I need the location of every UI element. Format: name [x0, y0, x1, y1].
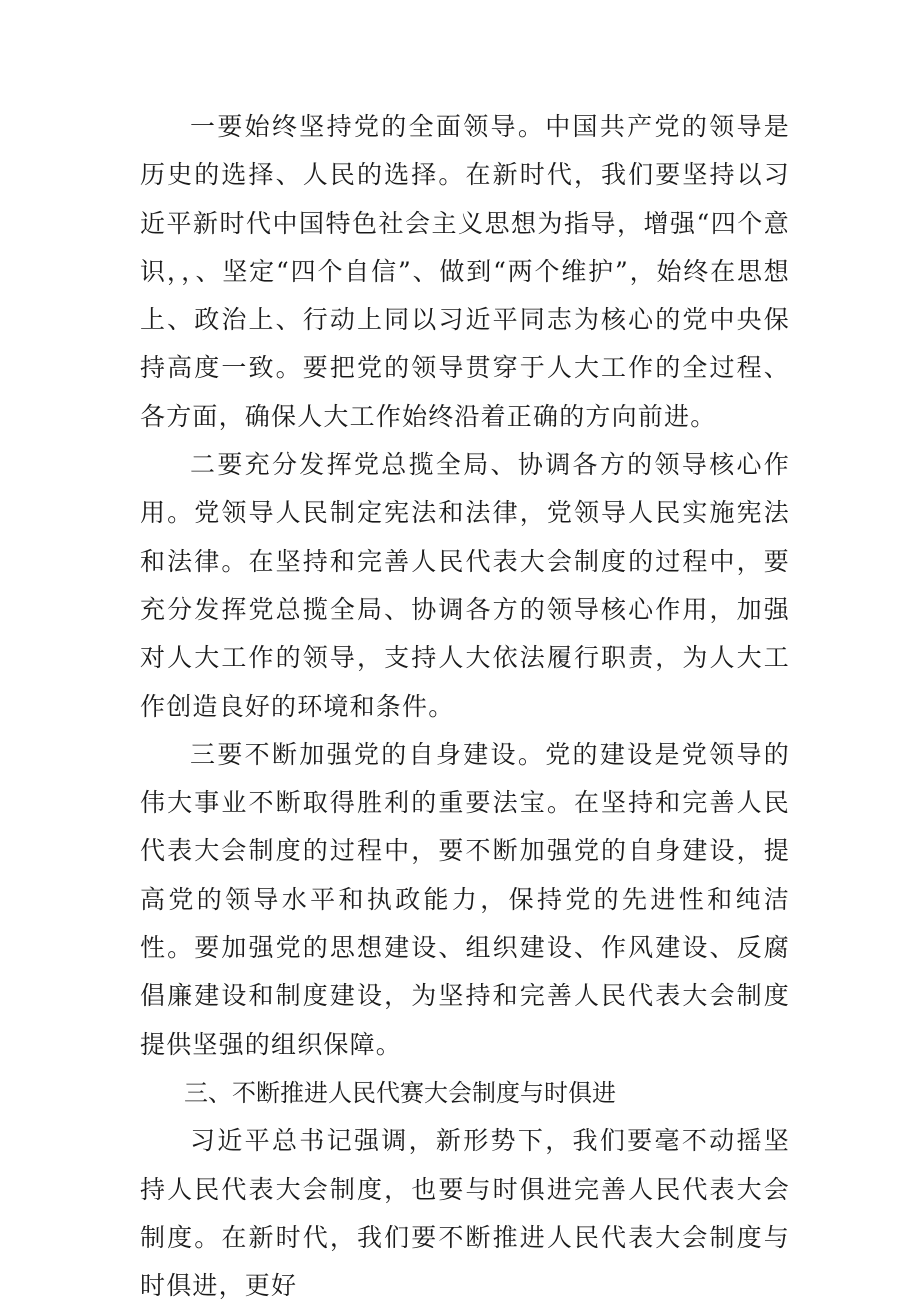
- section-heading: 三、不断推进人民代赛大会制度与时俱进: [184, 1078, 616, 1107]
- paragraph-party-leadership: 一要始终坚持党的全面领导。中国共产党的领导是历史的选择、人民的选择。在新时代，我们要坚持以习近平新时代中国特色社会主义思想为指导，增强“四个意识，，、坚定“四个自信”、做到“两个维护”，始终在思想上、政治上、行动上同以习近平同志为核心的党中央保持高度一致。要把党的领导贯穿于人大工作的全过程、各方面，确保人大工作始终沿着正确的方向前进。: [140, 112, 790, 431]
- paragraph-advance-with-times: 习近平总书记强调，新形势下，我们要毫不动摇坚持人民代表大会制度，也要与时俱进完善人民代表大会制度。在新时代，我们要不断推进人民代表大会制度与时俱进，更好: [140, 1126, 790, 1301]
- document-body: [140, 103, 790, 1310]
- paragraph-self-building: 三要不断加强党的自身建设。党的建设是党领导的伟大事业不断取得胜利的重要法宝。在坚持和完善人民代表大会制度的过程中，要不断加强党的自身建设，提高党的领导水平和执政能力，保持党的先进性和纯洁性。要加强党的思想建设、组织建设、作风建设、反腐倡廉建设和制度建设，为坚持和完善人民代表大会制度提供坚强的组织保障。: [140, 739, 790, 1059]
- paragraph-core-role: 二要充分发挥党总揽全局、协调各方的领导核心作用。党领导人民制定宪法和法律，党领导人民实施宪法和法律。在坚持和完善人民代表大会制度的过程中，要充分发挥党总揽全局、协调各方的领导核心作用，加强对人大工作的领导，支持人大依法履行职责，为人大工作创造良好的环境和条件。: [140, 450, 790, 721]
